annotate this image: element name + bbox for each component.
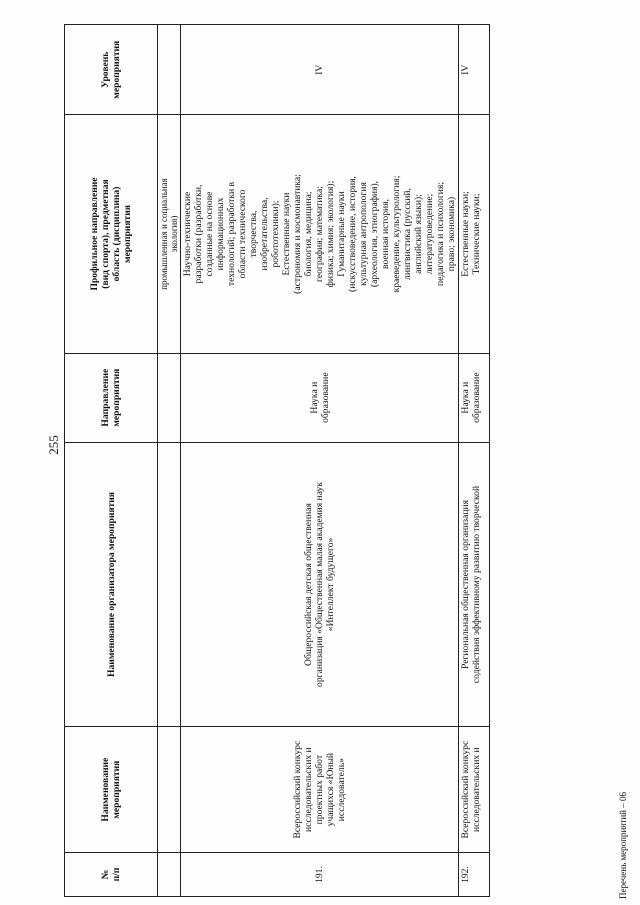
event-name: Всероссийский конкурс исследовательских и [459, 727, 490, 853]
header-level: Уровень мероприятия [65, 25, 158, 115]
profile-area: Научно-технические разработки (разработки, созданные на основе информационных технологий; разработки в области технического творчества, изобретательства, робототехники); Естественные науки (астрономия и космонавтика; биология, медицина; география; математика; физика; химия; экология); Гуманитарные науки (искусствоведение, история, культурная антропология (археология, этнография), военная история, краеведение, культурология; лингвистика (русский, английский языки); литературоведение; педагогика и психология; право; экономика) [181, 115, 459, 353]
table-row-continuation [158, 25, 181, 897]
event-name: Всероссийский конкурс исследовательских и проектных работ учащихся «Юный исследователь» [181, 727, 459, 853]
row-number: 192. [459, 853, 490, 897]
page-footer: Перечень мероприятий – 06 [618, 792, 628, 899]
organizer-name: Общероссийская детская общественная организация «Общественная малая академия наук «Интеллект будущего» [181, 442, 459, 727]
organizer-name: Региональная общественная организация содействия эффективному развитию творческой [459, 442, 490, 727]
header-number: № п/п [65, 853, 158, 897]
table-header-row [65, 25, 158, 897]
header-direction: Направление мероприятия [65, 353, 158, 442]
table-row [181, 25, 459, 897]
row-number: 191. [181, 853, 459, 897]
event-direction: Наука и образование [181, 353, 459, 442]
continuation-profile: промышленная и социальная экология) [158, 115, 181, 353]
header-profile: Профильное направление (вид спорта), предметная область (дисциплина) мероприятия [65, 115, 158, 353]
events-table [64, 24, 490, 897]
table-row [459, 25, 490, 897]
event-direction: Наука и образование [459, 353, 490, 442]
profile-area: Естественные науки; Технические науки; [459, 115, 490, 353]
event-level: IV [181, 25, 459, 115]
header-event-name: Наименование мероприятия [65, 727, 158, 853]
page-number: 255 [46, 435, 61, 455]
event-level: IV [459, 25, 490, 115]
header-organizer: Наименование организатора мероприятия [65, 442, 158, 727]
